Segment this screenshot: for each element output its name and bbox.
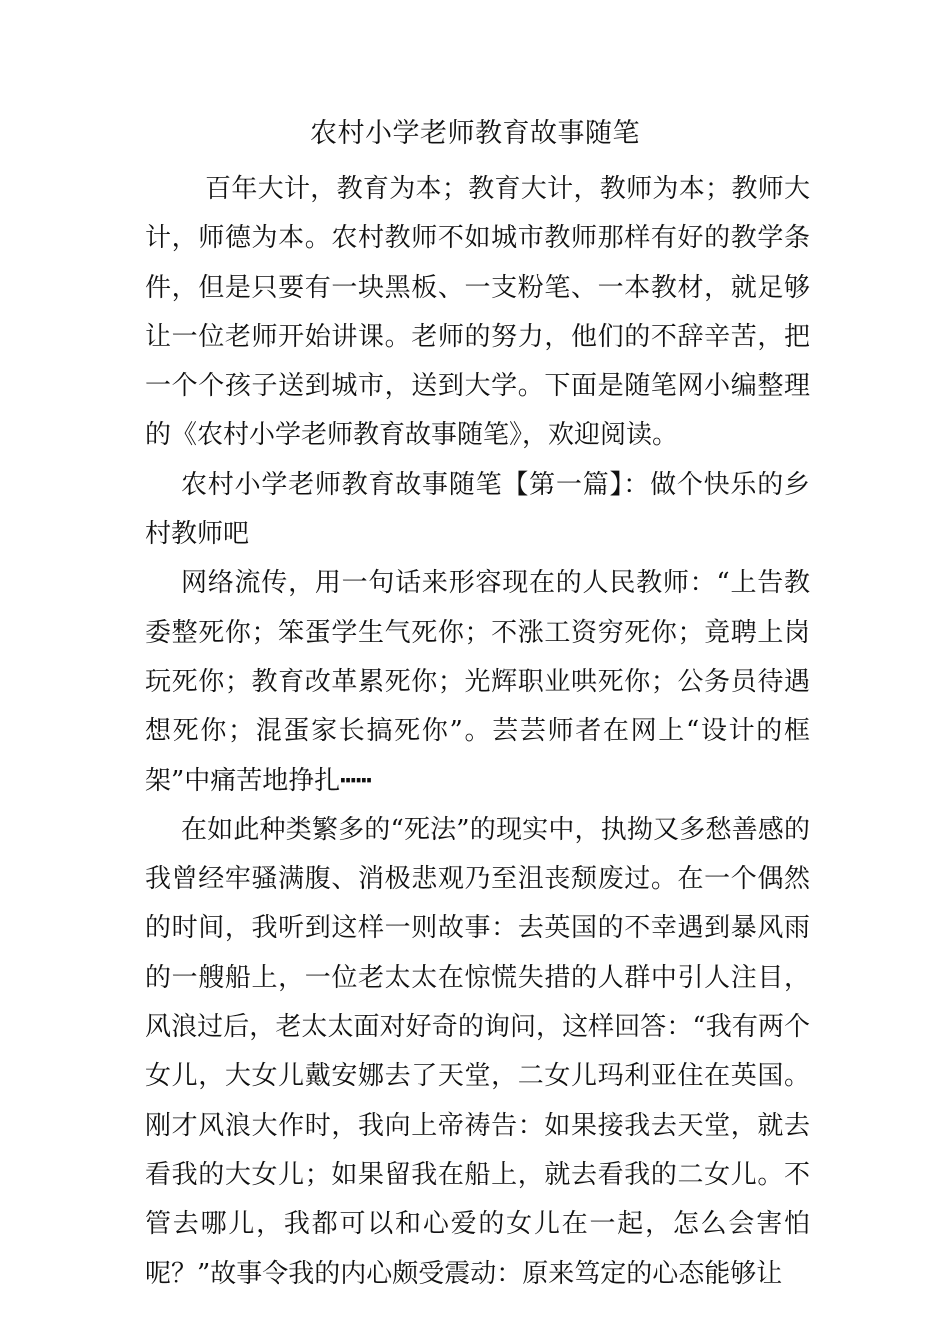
document-title: 农村小学老师教育故事随笔 [310,118,640,149]
intro-paragraph: 百年大计，教育为本；教育大计，教师为本；教师大计，师德为本。农村教师不如城市教师那样有好的教学条件，但是只要有一块黑板、一支粉笔、一本教材，就足够让一位老师开始讲课。老师的努力，他们的不辞辛苦，把一个个孩子送到城市，送到大学。下面是随笔网小编整理的《农村小学老师教育故事随笔》，欢迎阅读。 [145,174,810,451]
section-heading: 农村小学老师教育故事随笔【第一篇】：做个快乐的乡村教师吧 [145,469,810,550]
body-paragraph: 在如此种类繁多的“死法”的现实中，执拗又多愁善感的我曾经牢骚满腹、消极悲观乃至沮丧颓废过。在一个偶然的时间，我听到这样一则故事：去英国的不幸遇到暴风雨的一艘船上，一位老太太在惊慌失措的人群中引人注目，风浪过后，老太太面对好奇的询问，这样回答：“我有两个女儿，大女儿戴安娜去了天堂，二女儿玛利亚住在英国。刚才风浪大作时，我向上帝祷告：如果接我去天堂，就去看我的大女儿；如果留我在船上，就去看我的二女儿。不管去哪儿，我都可以和心爱的女儿在一起，怎么会害怕呢？”故事令我的内心颇受震动：原来笃定的心态能够让 [145,814,810,1289]
document-body [145,165,810,1299]
body-paragraph: 网络流传，用一句话来形容现在的人民教师：“上告教委整死你；笨蛋学生气死你；不涨工资穷死你；竟聘上岗玩死你；教育改革累死你；光辉职业哄死你；公务员待遇想死你；混蛋家长搞死你”。芸芸师者在网上“设计的框架”中痛苦地挣扎┅┅ [145,568,810,796]
